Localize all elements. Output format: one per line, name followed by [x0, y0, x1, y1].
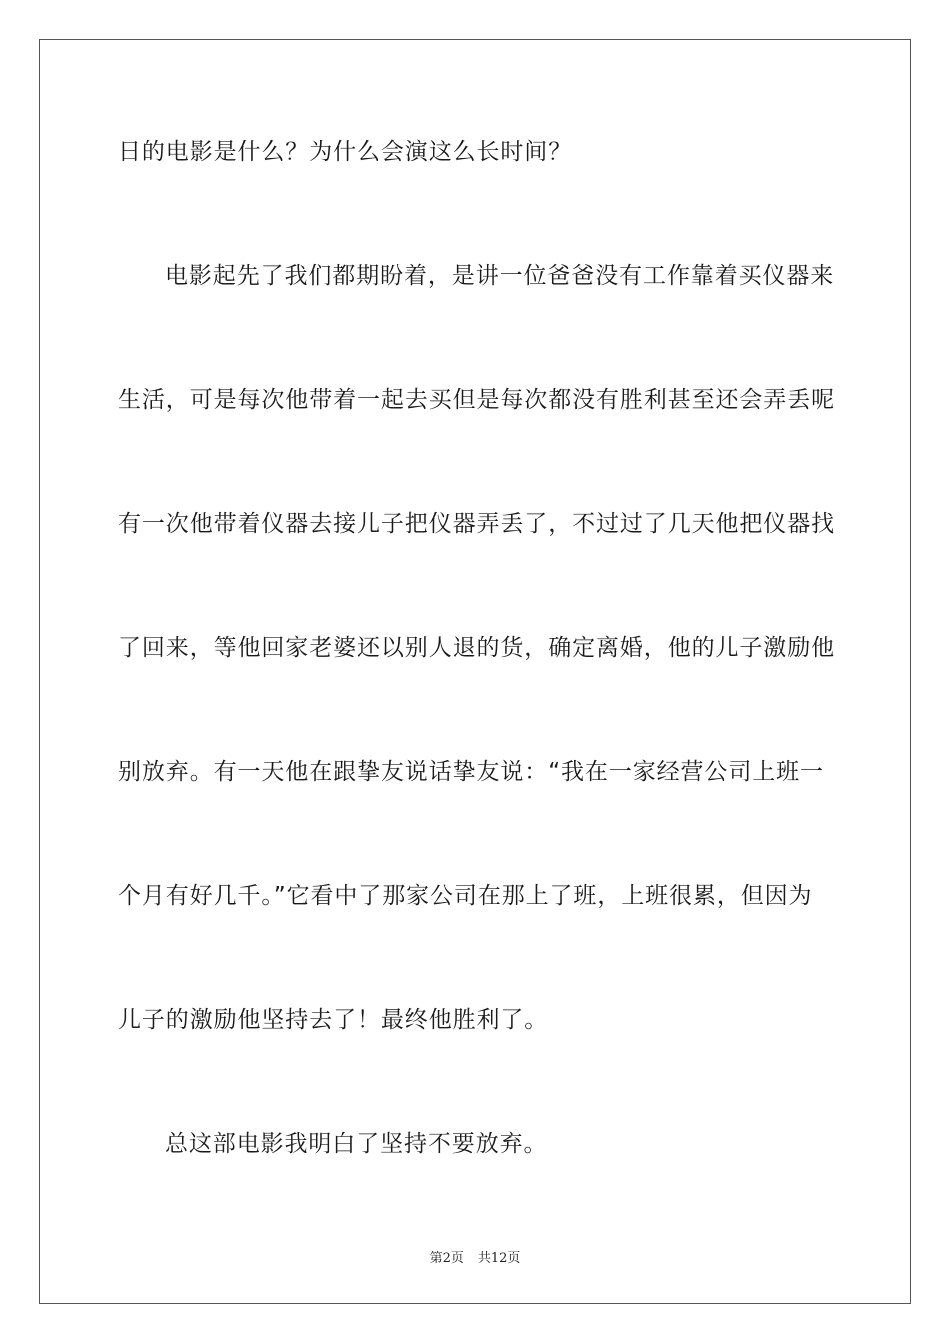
- page-footer: [0, 1247, 950, 1266]
- text-line-8: 儿子的激励他坚持去了！最终他胜利了。: [118, 1007, 549, 1033]
- page-border: [39, 39, 911, 1304]
- text-line-2: 电影起先了我们都期盼着，是讲一位爸爸没有工作靠着买仪器来: [165, 263, 835, 289]
- text-line-7: 个月有好几千。”它看中了那家公司在那上了班，上班很累，但因为: [118, 883, 813, 909]
- text-line-4: 有一次他带着仪器去接儿子把仪器弄丢了，不过过了几天他把仪器找: [118, 511, 835, 537]
- text-line-1: 日的电影是什么？为什么会演这么长时间？: [118, 139, 573, 165]
- text-line-9: 总这部电影我明白了坚持不要放弃。: [165, 1131, 548, 1157]
- page-number: 第2页: [429, 1251, 464, 1266]
- page-total: 共12页: [477, 1251, 521, 1266]
- text-line-6: 别放弃。有一天他在跟挚友说话挚友说：“我在一家经营公司上班一: [118, 759, 824, 785]
- text-line-3: 生活，可是每次他带着一起去买但是每次都没有胜利甚至还会弄丢呢: [118, 387, 835, 413]
- text-line-5: 了回来，等他回家老婆还以别人退的货，确定离婚，他的儿子激励他: [118, 635, 835, 661]
